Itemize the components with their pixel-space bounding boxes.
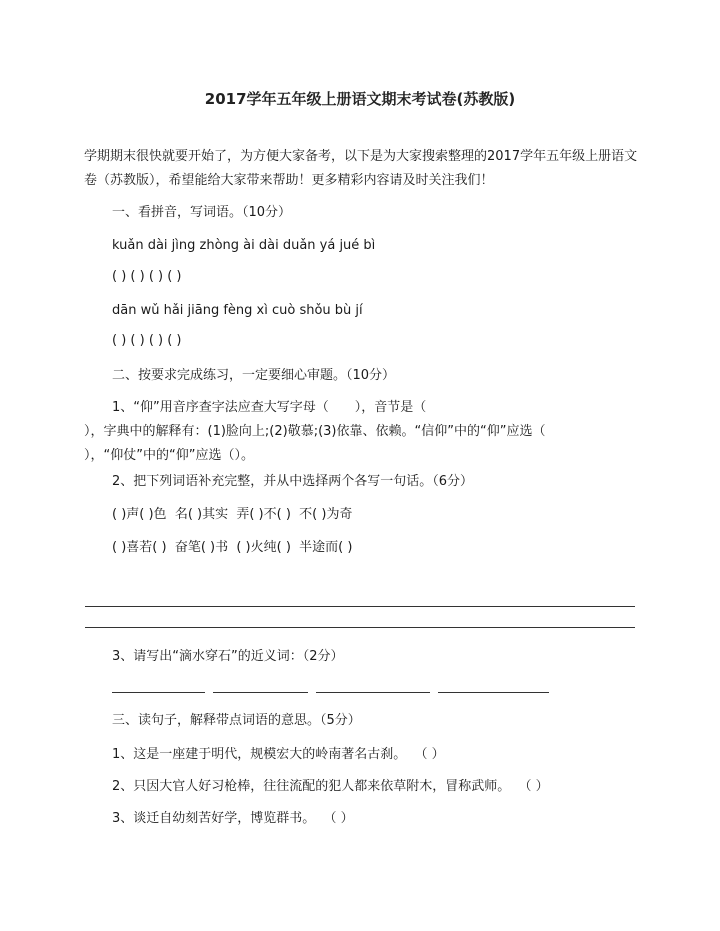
- question-2-1-line-3: ），“仰仗”中的“仰”应选（）。: [84, 448, 254, 463]
- answer-row-2: ( ) ( ) ( ) ( ): [112, 333, 182, 348]
- section2-heading: 二、按要求完成练习，一定要细心审题。（10分）: [112, 368, 396, 383]
- section3-heading: 三、读句子，解释带点词语的意思。（5分）: [112, 713, 361, 728]
- section3-item-3: 3、谈迁自幼刻苦好学，博览群书。 （ ）: [112, 811, 354, 826]
- synonym-blank-4[interactable]: [438, 692, 549, 693]
- synonym-blank-3[interactable]: [316, 692, 430, 693]
- answer-line-2[interactable]: [85, 627, 635, 628]
- intro-paragraph: 学期期末很快就要开始了，为方便大家备考，以下是为大家搜索整理的2017学年五年级上册语文卷（苏教版），希望能给大家带来帮助！更多精彩内容请及时关注我们！: [84, 149, 638, 188]
- section3-item-1: 1、这是一座建于明代，规模宏大的岭南著名古刹。 （ ）: [112, 747, 445, 762]
- question-2-3-heading: 3、请写出“滴水穿石”的近义词：（2分）: [112, 649, 344, 664]
- pinyin-row-2: dān wǔ hǎi jiāng fèng xì cuò shǒu bù jí: [112, 303, 363, 318]
- pinyin-row-1: kuǎn dài jìng zhòng ài dài duǎn yá jué bì: [112, 238, 376, 253]
- section1-heading: 一、看拼音，写词语。（10分）: [112, 205, 292, 220]
- document-title: 2017学年五年级上册语文期末考试卷(苏教版): [204, 90, 516, 108]
- question-2-2-row-2: ( )喜若( ) 奋笔( )书 ( )火纯( ) 半途而( ): [112, 540, 353, 555]
- answer-row-1: ( ) ( ) ( ) ( ): [112, 269, 182, 284]
- question-2-2-row-1: ( )声( )色 名( )其实 弄( )不( ) 不( )为奇: [112, 507, 353, 522]
- section3-item-2: 2、只因大官人好习枪棒，往往流配的犯人都来依草附木，冒称武师。 （ ）: [112, 779, 549, 794]
- synonym-blank-1[interactable]: [112, 692, 205, 693]
- question-2-2-heading: 2、把下列词语补充完整，并从中选择两个各写一句话。（6分）: [112, 474, 474, 489]
- answer-line-1[interactable]: [85, 606, 635, 607]
- synonym-blank-2[interactable]: [213, 692, 308, 693]
- question-2-1: [84, 396, 640, 468]
- question-2-1-line-1: 1、“仰”用音序查字法应查大写字母（ ），音节是（: [112, 400, 427, 415]
- question-2-1-line-2: ），字典中的解释有：(1)脸向上;(2)敬慕;(3)依靠、依赖。“信仰”中的“仰”应选（: [84, 424, 546, 439]
